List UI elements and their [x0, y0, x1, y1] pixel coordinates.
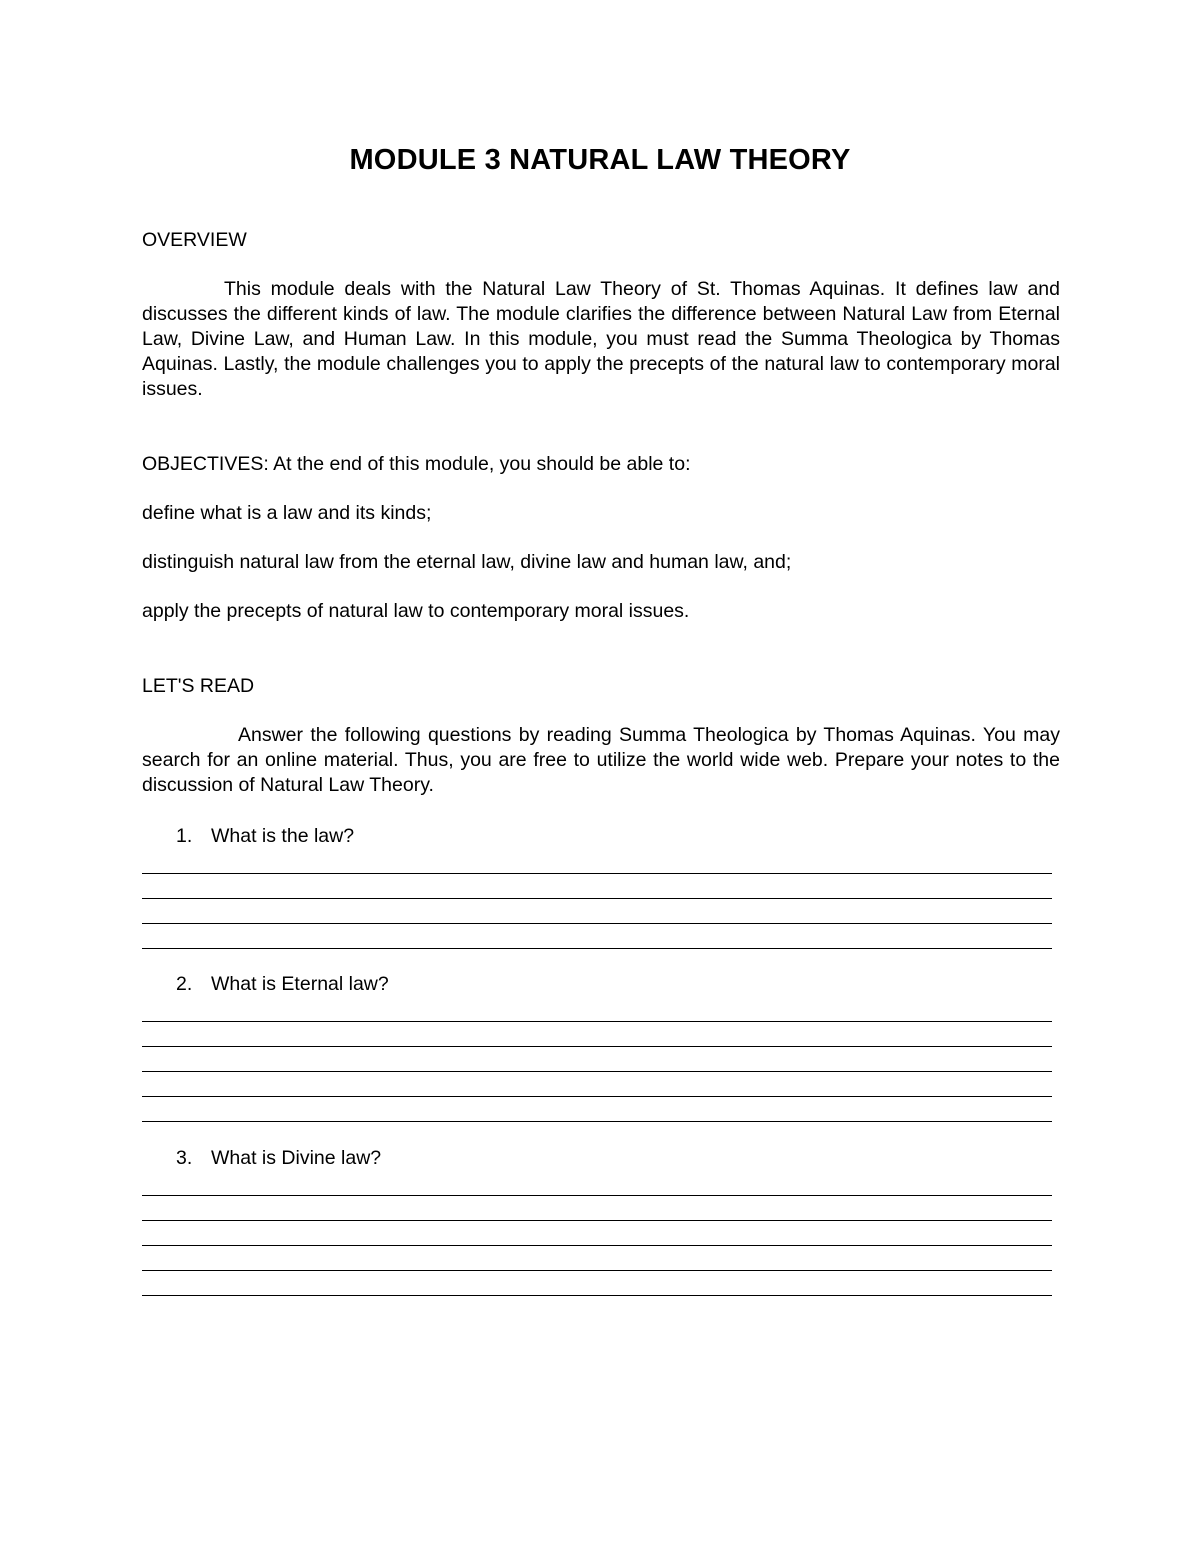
answer-line[interactable]: [142, 1221, 1052, 1246]
answer-line[interactable]: [142, 849, 1052, 874]
question-item: [176, 824, 354, 849]
answer-line[interactable]: [142, 1171, 1052, 1196]
objective-item: apply the precepts of natural law to contemporary moral issues.: [142, 600, 690, 622]
answer-line[interactable]: [142, 1271, 1052, 1296]
answer-line[interactable]: [142, 1196, 1052, 1221]
question-text: What is the law?: [211, 825, 355, 847]
answer-line[interactable]: [142, 1072, 1052, 1097]
overview-paragraph: This module deals with the Natural Law Theory of St. Thomas Aquinas. It defines law and discusses the different kinds of law. The module clarifies the difference between Natural Law from Eternal Law, Divine Law, and Human Law. In this module, you must read the Summa Theologica by Thomas Aquinas. Lastly, the module challenges you to apply the precepts of the natural law to contemporary moral issues.: [142, 278, 1060, 400]
question-item: [176, 972, 389, 997]
answer-line[interactable]: [142, 1022, 1052, 1047]
answer-line[interactable]: [142, 1246, 1052, 1271]
question-number: 1.: [176, 825, 193, 847]
overview-heading: OVERVIEW: [142, 229, 247, 251]
question-text: What is Eternal law?: [211, 973, 389, 995]
lets-read-heading: LET'S READ: [142, 675, 255, 697]
answer-line[interactable]: [142, 899, 1052, 924]
page-title: MODULE 3 NATURAL LAW THEORY: [349, 144, 851, 176]
answer-line[interactable]: [142, 924, 1052, 949]
question-number: 3.: [176, 1147, 193, 1169]
answer-lines[interactable]: [142, 997, 1052, 1122]
answer-lines[interactable]: [142, 849, 1052, 949]
answer-line[interactable]: [142, 874, 1052, 899]
objectives-heading: OBJECTIVES: At the end of this module, you should be able to:: [142, 453, 691, 475]
question-text: What is Divine law?: [211, 1147, 382, 1169]
answer-line[interactable]: [142, 997, 1052, 1022]
objective-item: define what is a law and its kinds;: [142, 502, 432, 524]
question-number: 2.: [176, 973, 193, 995]
question-item: [176, 1146, 381, 1171]
answer-line[interactable]: [142, 1097, 1052, 1122]
answer-lines[interactable]: [142, 1171, 1052, 1296]
objective-item: distinguish natural law from the eternal law, divine law and human law, and;: [142, 551, 792, 573]
lets-read-paragraph: Answer the following questions by reading Summa Theologica by Thomas Aquinas. You may search for an online material. Thus, you are free to utilize the world wide web. Prepare your notes to the discussion of Natural Law Theory.: [142, 724, 1060, 796]
answer-line[interactable]: [142, 1047, 1052, 1072]
